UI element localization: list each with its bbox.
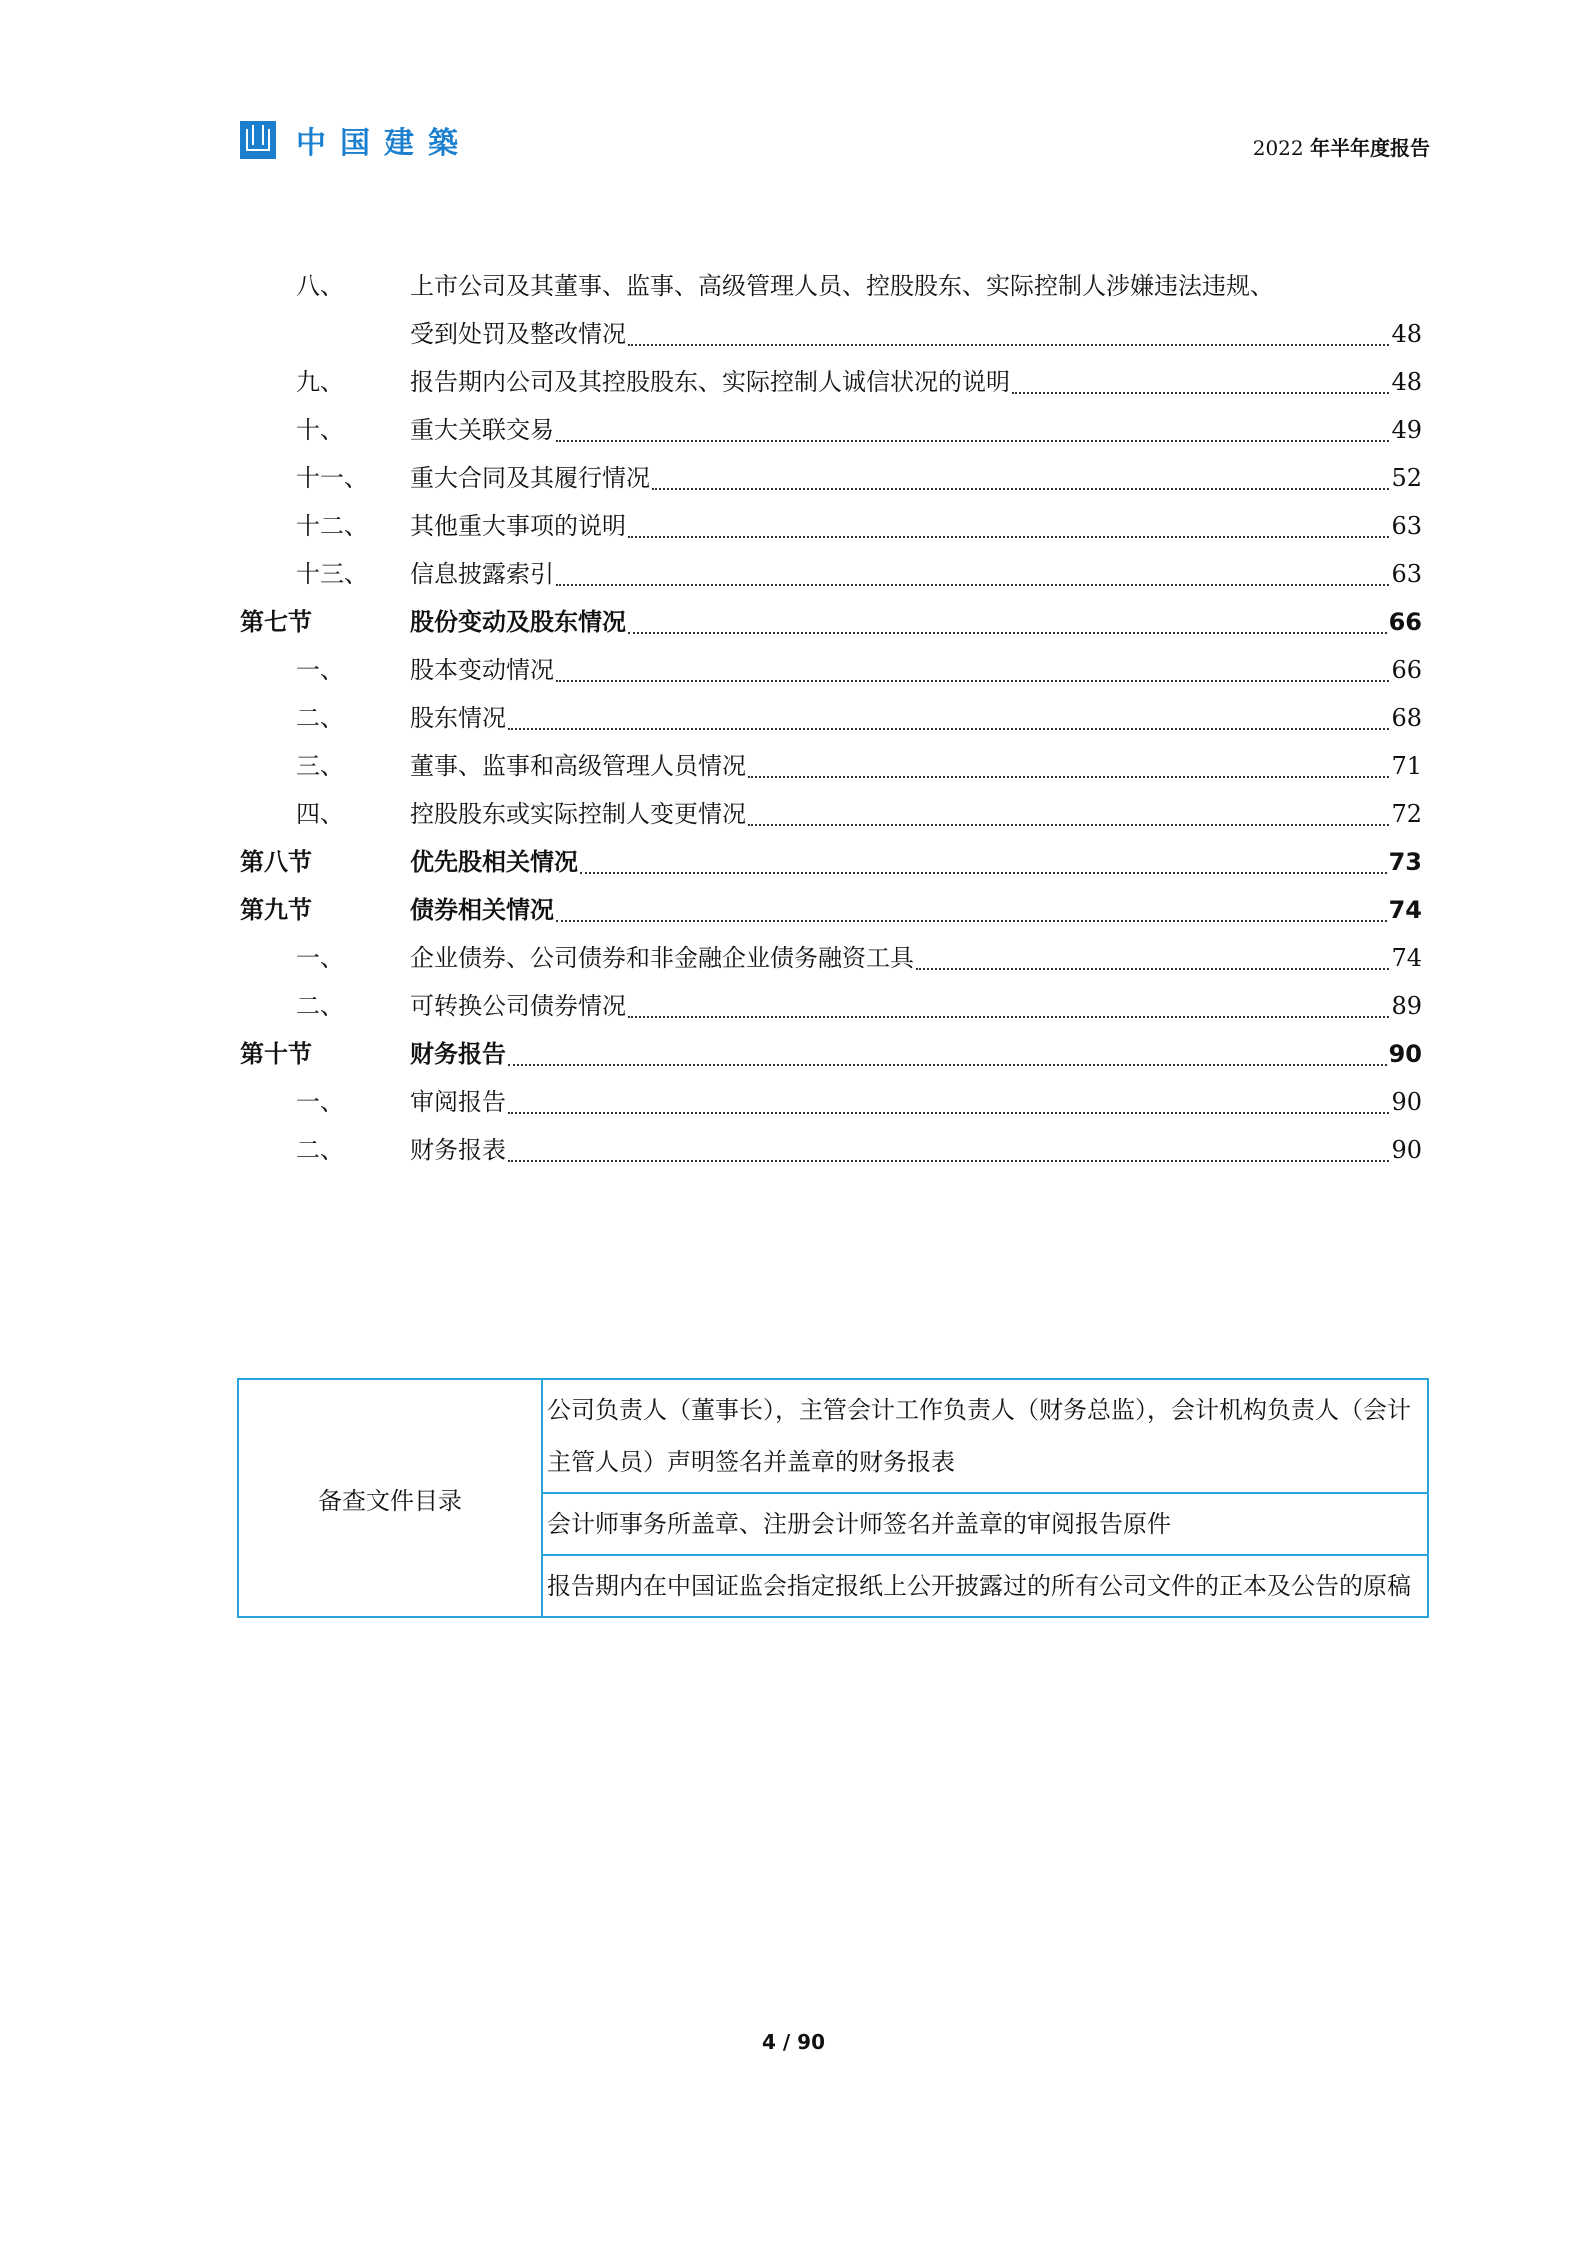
leader-dots xyxy=(508,728,1389,730)
leader-dots xyxy=(628,536,1389,538)
toc-entry-title: 信息披露索引 xyxy=(410,560,554,588)
toc-section[interactable] xyxy=(240,598,1422,646)
leader-dots xyxy=(628,344,1389,346)
report-year: 2022 xyxy=(1252,136,1304,160)
toc-entry-page: 68 xyxy=(1391,704,1422,732)
toc-entry-number: 一、 xyxy=(296,1088,344,1116)
toc-entry-page: 74 xyxy=(1388,896,1422,924)
toc-entry-number: 第七节 xyxy=(240,608,312,636)
toc-entry-title: 股份变动及股东情况 xyxy=(410,608,626,636)
toc-entry-page: 71 xyxy=(1391,752,1422,780)
leader-dots xyxy=(628,632,1387,634)
leader-dots xyxy=(556,440,1389,442)
toc-entry-number: 三、 xyxy=(296,752,344,780)
toc-entry-title: 股东情况 xyxy=(410,704,506,732)
toc-entry-page: 48 xyxy=(1391,368,1422,396)
toc-entry-number: 四、 xyxy=(296,800,344,828)
toc-entry-page: 49 xyxy=(1391,416,1422,444)
toc-entry[interactable] xyxy=(240,934,1422,982)
toc-entry-page: 48 xyxy=(1391,320,1422,348)
reference-doc-item: 报告期内在中国证监会指定报纸上公开披露过的所有公司文件的正本及公告的原稿 xyxy=(542,1555,1428,1617)
toc-entry-number: 八、 xyxy=(296,272,344,300)
toc-entry-title: 企业债券、公司债券和非金融企业债务融资工具 xyxy=(410,944,914,972)
toc-entry[interactable] xyxy=(240,1126,1422,1174)
toc-entry-number: 十一、 xyxy=(296,464,368,492)
reference-docs-label: 备查文件目录 xyxy=(238,1379,542,1617)
leader-dots xyxy=(628,1016,1389,1018)
toc-section[interactable] xyxy=(240,1030,1422,1078)
toc-entry-page: 63 xyxy=(1391,560,1422,588)
toc-entry-title: 重大合同及其履行情况 xyxy=(410,464,650,492)
toc-entry[interactable] xyxy=(240,982,1422,1030)
toc-entry[interactable] xyxy=(240,1078,1422,1126)
company-logo xyxy=(240,118,472,162)
leader-dots xyxy=(508,1160,1389,1162)
toc-entry[interactable] xyxy=(240,454,1422,502)
toc-entry[interactable] xyxy=(240,790,1422,838)
toc-entry[interactable] xyxy=(240,262,1422,358)
toc-entry[interactable] xyxy=(240,550,1422,598)
leader-dots xyxy=(916,968,1389,970)
toc-entry-number: 第十节 xyxy=(240,1040,312,1068)
table-of-contents xyxy=(240,262,1422,1174)
toc-entry-page: 90 xyxy=(1388,1040,1422,1068)
toc-entry-title: 控股股东或实际控制人变更情况 xyxy=(410,800,746,828)
toc-entry-title: 其他重大事项的说明 xyxy=(410,512,626,540)
toc-entry[interactable] xyxy=(240,406,1422,454)
toc-entry-page: 66 xyxy=(1388,608,1422,636)
toc-entry-number: 一、 xyxy=(296,656,344,684)
page-header xyxy=(240,118,1430,178)
toc-entry-page: 72 xyxy=(1391,800,1422,828)
reference-doc-item: 公司负责人（董事长），主管会计工作负责人（财务总监），会计机构负责人（会计主管人员）声明签名并盖章的财务报表 xyxy=(542,1379,1428,1493)
cscec-logo-icon xyxy=(240,121,276,159)
reference-documents-table xyxy=(237,1378,1429,1618)
toc-entry-number: 二、 xyxy=(296,704,344,732)
toc-entry-title: 上市公司及其董事、监事、高级管理人员、控股股东、实际控制人涉嫌违法违规、 xyxy=(410,272,1274,300)
toc-entry-title: 优先股相关情况 xyxy=(410,848,578,876)
toc-entry-title: 审阅报告 xyxy=(410,1088,506,1116)
leader-dots xyxy=(508,1112,1389,1114)
toc-entry-title: 财务报表 xyxy=(410,1136,506,1164)
toc-section[interactable] xyxy=(240,886,1422,934)
toc-entry-title: 董事、监事和高级管理人员情况 xyxy=(410,752,746,780)
toc-entry-number: 第九节 xyxy=(240,896,312,924)
leader-dots xyxy=(652,488,1389,490)
toc-entry-number: 十、 xyxy=(296,416,344,444)
leader-dots xyxy=(556,920,1387,922)
toc-entry[interactable] xyxy=(240,646,1422,694)
toc-entry-page: 74 xyxy=(1391,944,1422,972)
toc-entry-page: 63 xyxy=(1391,512,1422,540)
leader-dots xyxy=(748,824,1389,826)
toc-entry-number: 一、 xyxy=(296,944,344,972)
toc-entry[interactable] xyxy=(240,358,1422,406)
toc-entry-title: 重大关联交易 xyxy=(410,416,554,444)
toc-entry-number: 二、 xyxy=(296,992,344,1020)
leader-dots xyxy=(556,680,1389,682)
toc-entry[interactable] xyxy=(240,694,1422,742)
toc-entry-title-cont: 受到处罚及整改情况 xyxy=(410,320,626,348)
toc-section[interactable] xyxy=(240,838,1422,886)
toc-entry[interactable] xyxy=(240,502,1422,550)
toc-entry-title: 财务报告 xyxy=(410,1040,506,1068)
toc-entry-page: 73 xyxy=(1388,848,1422,876)
toc-entry[interactable] xyxy=(240,742,1422,790)
leader-dots xyxy=(556,584,1389,586)
toc-entry-page: 90 xyxy=(1391,1088,1422,1116)
toc-entry-number: 十三、 xyxy=(296,560,368,588)
toc-entry-title: 债券相关情况 xyxy=(410,896,554,924)
toc-entry-number: 九、 xyxy=(296,368,344,396)
toc-entry-title: 报告期内公司及其控股股东、实际控制人诚信状况的说明 xyxy=(410,368,1010,396)
leader-dots xyxy=(508,1064,1387,1066)
toc-entry-page: 66 xyxy=(1391,656,1422,684)
leader-dots xyxy=(580,872,1387,874)
report-title-text: 年半年度报告 xyxy=(1310,136,1430,160)
page-number: 4 / 90 xyxy=(762,2030,825,2054)
toc-entry-page: 90 xyxy=(1391,1136,1422,1164)
logo-text: 中国建築 xyxy=(296,126,472,161)
toc-entry-number: 第八节 xyxy=(240,848,312,876)
leader-dots xyxy=(1012,392,1389,394)
leader-dots xyxy=(748,776,1389,778)
toc-entry-number: 十二、 xyxy=(296,512,368,540)
toc-entry-page: 89 xyxy=(1391,992,1422,1020)
reference-doc-item: 会计师事务所盖章、注册会计师签名并盖章的审阅报告原件 xyxy=(542,1493,1428,1555)
toc-entry-page: 52 xyxy=(1391,464,1422,492)
toc-entry-number: 二、 xyxy=(296,1136,344,1164)
report-title xyxy=(1253,132,1430,161)
toc-entry-title: 可转换公司债券情况 xyxy=(410,992,626,1020)
toc-entry-title: 股本变动情况 xyxy=(410,656,554,684)
